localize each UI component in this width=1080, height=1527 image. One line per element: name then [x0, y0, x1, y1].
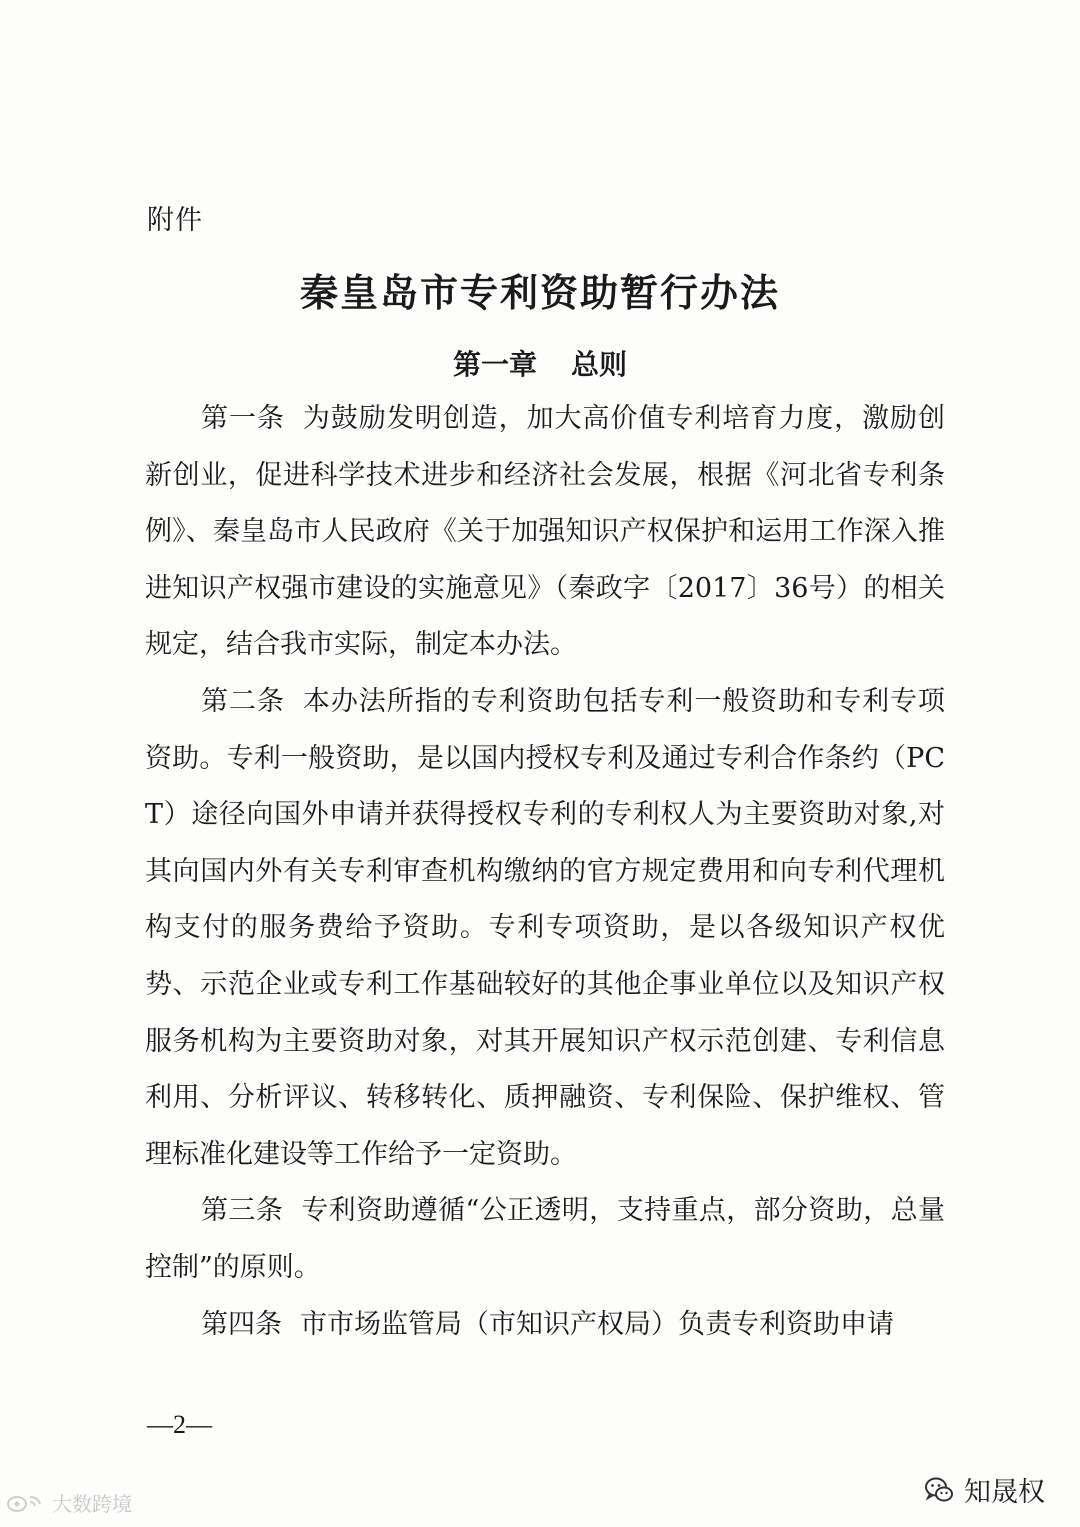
attachment-label: 附件: [147, 205, 203, 236]
weibo-style-logo-icon: [6, 1492, 48, 1514]
article-text: 专利资助遵循“公正透明，支持重点，部分资助，总量控制”的原则。: [145, 1195, 946, 1283]
article-paragraph: [145, 674, 945, 1183]
wechat-logo-icon: [924, 1475, 954, 1505]
chapter-name: 总则: [571, 348, 628, 381]
article-text: 市市场监管局（市知识产权局）负责专利资助申请: [300, 1308, 894, 1340]
page-number: —2—: [147, 1410, 212, 1439]
article-number: 第四条: [201, 1308, 282, 1340]
article-number: 第三条: [201, 1195, 284, 1227]
watermark-left-text: 大数跨境: [52, 1492, 132, 1516]
page-title: 秦皇岛市专利资助暂行办法: [299, 270, 780, 315]
article-paragraph: [145, 1183, 945, 1296]
article-paragraph: [145, 1297, 945, 1354]
article-paragraph: [145, 391, 945, 674]
article-number: 第一条: [201, 403, 285, 434]
watermark-right: [924, 1470, 1045, 1509]
watermark-right-text: 知晟权: [964, 1477, 1045, 1508]
article-text: 为鼓励发明创造，加大高价值专利培育力度，激励创新创业，促进科学技术进步和经济社会发展，根据《河北省专利条例》、秦皇岛市人民政府《关于加强知识产权保护和运用工作深入推进知识产权强市建设的实施意见》（秦政字〔2017〕36号）的相关规定，结合我市实际，制定本办法。: [145, 403, 946, 661]
article-text: 本办法所指的专利资助包括专利一般资助和专利专项资助。专利一般资助，是以国内授权专利及通过专利合作条约（PCT）途径向国外申请并获得授权专利的专利权人为主要资助对象,对其向国内外有关专利审查机构缴纳的官方规定费用和向专利代理机构支付的服务费给予资助。专利专项资助，是以各级知识产权优势、示范企业或专利工作基础较好的其他企事业单位以及知识产权服务机构为主要资助对象，对其开展知识产权示范创建、专利信息利用、分析评议、转移转化、质押融资、专利保险、保护维权、管理标准化建设等工作给予一定资助。: [145, 685, 946, 1170]
article-number: 第二条: [201, 685, 285, 717]
watermark-left: [6, 1488, 132, 1517]
document-body: [145, 391, 945, 1353]
chapter-heading: [0, 343, 1080, 383]
chapter-number: 第一章: [452, 348, 537, 381]
